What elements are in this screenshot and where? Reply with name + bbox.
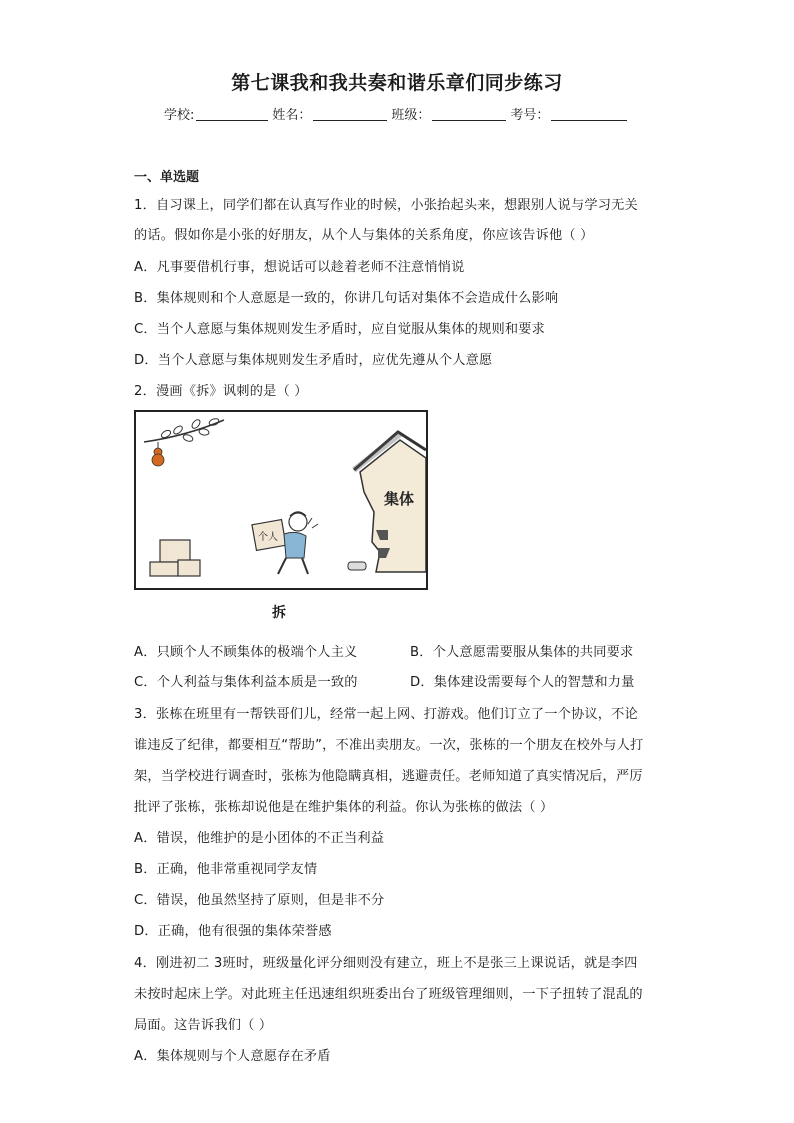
q1-option-a[interactable]: A．凡事要借机行事，想说话可以趁着老师不注意悄悄说: [134, 260, 465, 275]
q3-stem-line-4: 批评了张栋，张栋却说他是在维护集体的利益。你认为张栋的做法（ ）: [134, 800, 554, 815]
q4-stem-line-1: 4．刚进初二 3班时，班级量化评分细则没有建立，班上不是张三上课说话，就是李四: [134, 956, 638, 971]
cartoon-image: [134, 410, 428, 590]
exam-no-blank[interactable]: [551, 106, 627, 121]
section-heading: 一、单选题: [134, 170, 200, 185]
q1-stem-line-2: 的话。假如你是小张的好朋友，从个人与集体的关系角度，你应该告诉他（ ）: [134, 228, 594, 243]
q3-option-d[interactable]: D．正确，他有很强的集体荣誉感: [134, 924, 332, 939]
school-blank[interactable]: [196, 106, 268, 121]
q2-option-d[interactable]: D．集体建设需要每个人的智慧和力量: [410, 675, 635, 690]
q3-option-c[interactable]: C．错误，他虽然坚持了原则，但是非不分: [134, 893, 385, 908]
student-info-row: [164, 104, 631, 123]
q1-stem-line-1: 1．自习课上，同学们都在认真写作业的时候，小张抬起头来，想跟别人说与学习无关: [134, 198, 638, 213]
q2-option-a[interactable]: A．只顾个人不顾集体的极端个人主义: [134, 645, 358, 660]
q3-option-b[interactable]: B．正确，他非常重视同学友情: [134, 862, 318, 877]
q4-option-a[interactable]: A．集体规则与个人意愿存在矛盾: [134, 1049, 331, 1064]
school-label: 学校:: [164, 108, 195, 123]
class-blank[interactable]: [432, 106, 506, 121]
box-label: 个人: [258, 532, 278, 543]
q1-option-c[interactable]: C．当个人意愿与集体规则发生矛盾时，应自觉服从集体的规则和要求: [134, 322, 546, 337]
exam-no-label: 考号：: [510, 108, 550, 123]
q4-stem-line-3: 局面。这告诉我们（ ）: [134, 1018, 273, 1033]
page-title: 第七课我和我共奏和谐乐章们同步练习: [231, 72, 563, 94]
q3-stem-line-3: 架，当学校进行调查时，张栋为他隐瞒真相，逃避责任。老师知道了真实情况后，严厉: [134, 769, 643, 784]
q3-stem-line-2: 谁违反了纪律，都要相互“帮助”，不准出卖朋友。一次，张栋的一个朋友在校外与人打: [134, 738, 644, 753]
q4-stem-line-2: 未按时起床上学。对此班主任迅速组织班委出台了班级管理细则，一下子扭转了混乱的: [134, 987, 643, 1002]
q2-option-c[interactable]: C．个人利益与集体利益本质是一致的: [134, 675, 358, 690]
q1-option-d[interactable]: D．当个人意愿与集体规则发生矛盾时，应优先遵从个人意愿: [134, 353, 493, 368]
q2-stem: 2．漫画《拆》讽刺的是（ ）: [134, 384, 308, 399]
q3-stem-line-1: 3．张栋在班里有一帮铁哥们儿，经常一起上网、打游戏。他们订立了一个协议，不论: [134, 707, 638, 722]
q3-option-a[interactable]: A．错误，他维护的是小团体的不正当利益: [134, 831, 385, 846]
cartoon-drawing: [136, 412, 426, 588]
name-blank[interactable]: [313, 106, 387, 121]
class-label: 班级：: [391, 108, 431, 123]
cartoon-caption: 拆: [272, 605, 286, 621]
house-label: 集体: [384, 490, 415, 508]
q1-option-b[interactable]: B．集体规则和个人意愿是一致的，你讲几句话对集体不会造成什么影响: [134, 291, 559, 306]
q2-option-b[interactable]: B．个人意愿需要服从集体的共同要求: [410, 645, 634, 660]
name-label: 姓名：: [272, 108, 312, 123]
